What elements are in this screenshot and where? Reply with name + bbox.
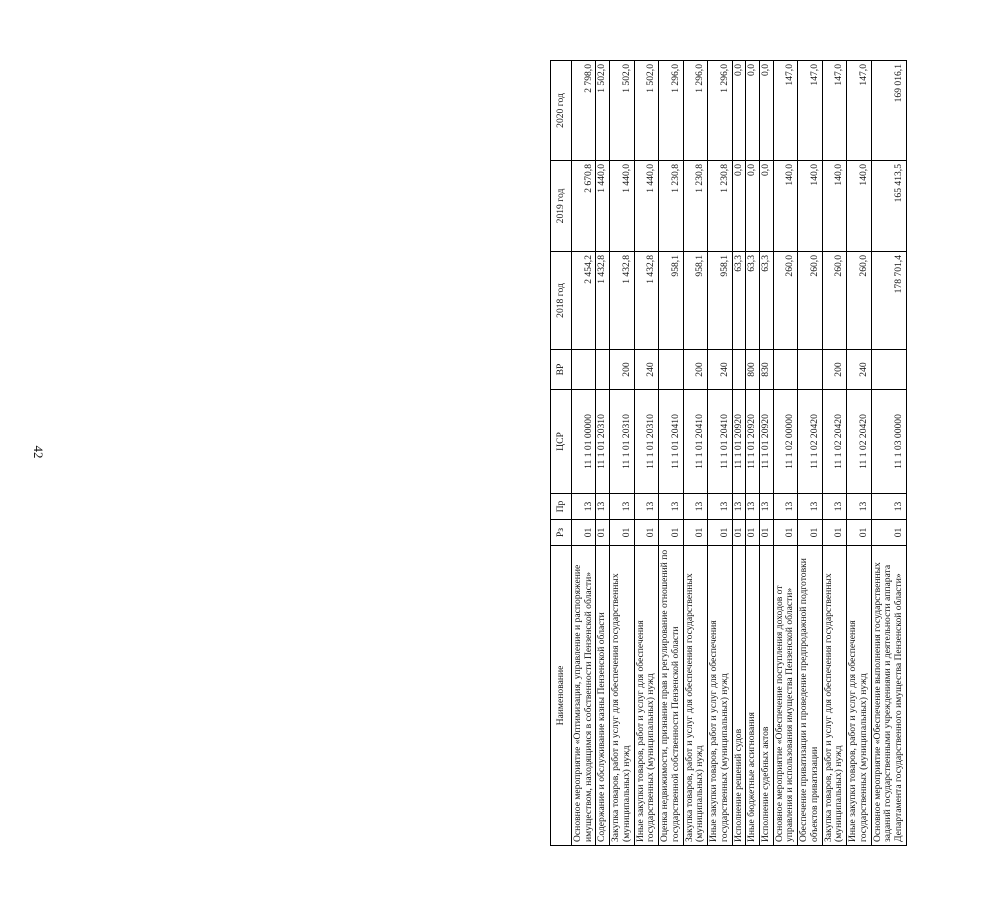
- cell-name: Основное мероприятие «Обеспечение выполнения государственных заданий государственными учреждениями и деятельности аппарата Департамента государственного имущества Пензенской области»: [871, 546, 906, 846]
- cell-rz: 01: [847, 520, 871, 546]
- cell-2019: 1 440,0: [610, 161, 634, 252]
- cell-vr: [596, 350, 610, 390]
- cell-name: Закупка товаров, работ и услуг для обеспечения государственных (муниципальных) нужд: [822, 546, 846, 846]
- cell-2020: 1 296,0: [683, 61, 707, 161]
- cell-name: Основное мероприятие «Обеспечение поступления доходов от управления и использования имущества Пензенской области»: [773, 546, 797, 846]
- cell-rz: 01: [798, 520, 822, 546]
- cell-rz: 01: [871, 520, 906, 546]
- header-2020: 2020 год: [551, 61, 572, 161]
- cell-2020: 2 798,0: [572, 61, 596, 161]
- cell-vr: [773, 350, 797, 390]
- cell-2018: 63,3: [732, 252, 746, 350]
- cell-2020: 1 502,0: [634, 61, 658, 161]
- cell-2018: 178 701,4: [871, 252, 906, 350]
- cell-2020: 0,0: [746, 61, 760, 161]
- table-row: [634, 61, 658, 846]
- header-vr: ВР: [551, 350, 572, 390]
- cell-csr: 11 1 01 20410: [659, 390, 683, 494]
- cell-name: Обеспечение приватизации и проведение предпродажной подготовки объектов приватизации: [798, 546, 822, 846]
- header-csr: ЦСР: [551, 390, 572, 494]
- cell-csr: 11 1 03 00000: [871, 390, 906, 494]
- cell-pr: 13: [822, 494, 846, 520]
- cell-name: Исполнение решений судов: [732, 546, 746, 846]
- cell-pr: 13: [847, 494, 871, 520]
- cell-rz: 01: [732, 520, 746, 546]
- cell-rz: 01: [760, 520, 774, 546]
- cell-name: Основное мероприятие «Оптимизация, управление и распоряжение имуществом, находящимся в собственности Пензенской области»: [572, 546, 596, 846]
- cell-csr: 11 1 01 20410: [708, 390, 732, 494]
- cell-2019: 140,0: [773, 161, 797, 252]
- cell-2019: 140,0: [847, 161, 871, 252]
- table-row: [847, 61, 871, 846]
- cell-2018: 63,3: [746, 252, 760, 350]
- cell-rz: 01: [683, 520, 707, 546]
- cell-2019: 1 230,8: [708, 161, 732, 252]
- table-row: [798, 61, 822, 846]
- cell-vr: [871, 350, 906, 390]
- table-row: [732, 61, 746, 846]
- header-pr: Пр: [551, 494, 572, 520]
- table-row: [746, 61, 760, 846]
- cell-vr: [798, 350, 822, 390]
- cell-pr: 13: [732, 494, 746, 520]
- cell-name: Исполнение судебных актов: [760, 546, 774, 846]
- cell-name: Иные закупки товаров, работ и услуг для обеспечения государственных (муниципальных) нужд: [847, 546, 871, 846]
- cell-pr: 13: [798, 494, 822, 520]
- cell-csr: 11 1 01 20310: [596, 390, 610, 494]
- cell-pr: 13: [659, 494, 683, 520]
- cell-vr: 800: [746, 350, 760, 390]
- cell-vr: [572, 350, 596, 390]
- table-row: [610, 61, 634, 846]
- cell-pr: 13: [746, 494, 760, 520]
- cell-2018: 63,3: [760, 252, 774, 350]
- cell-2020: 147,0: [798, 61, 822, 161]
- cell-2018: 958,1: [683, 252, 707, 350]
- cell-pr: 13: [708, 494, 732, 520]
- cell-name: Содержание и обслуживание казны Пензенской области: [596, 546, 610, 846]
- cell-rz: 01: [610, 520, 634, 546]
- cell-pr: 13: [596, 494, 610, 520]
- cell-2019: 1 230,8: [659, 161, 683, 252]
- table-row: [659, 61, 683, 846]
- cell-csr: 11 1 01 20920: [732, 390, 746, 494]
- cell-csr: 11 1 01 20920: [760, 390, 774, 494]
- cell-csr: 11 1 02 20420: [847, 390, 871, 494]
- cell-vr: 200: [610, 350, 634, 390]
- cell-2020: 1 296,0: [708, 61, 732, 161]
- cell-2020: 147,0: [847, 61, 871, 161]
- budget-table: [550, 60, 907, 846]
- cell-vr: 830: [760, 350, 774, 390]
- cell-csr: 11 1 01 20410: [683, 390, 707, 494]
- cell-2018: 1 432,8: [596, 252, 610, 350]
- cell-2018: 1 432,8: [610, 252, 634, 350]
- cell-vr: [732, 350, 746, 390]
- cell-2019: 1 440,0: [634, 161, 658, 252]
- table-row: [596, 61, 610, 846]
- cell-pr: 13: [871, 494, 906, 520]
- cell-pr: 13: [773, 494, 797, 520]
- cell-2020: 169 016,1: [871, 61, 906, 161]
- cell-2018: 958,1: [708, 252, 732, 350]
- cell-name: Иные закупки товаров, работ и услуг для обеспечения государственных (муниципальных) нужд: [708, 546, 732, 846]
- cell-name: Иные закупки товаров, работ и услуг для обеспечения государственных (муниципальных) нужд: [634, 546, 658, 846]
- cell-rz: 01: [634, 520, 658, 546]
- cell-2018: 260,0: [773, 252, 797, 350]
- table-row: [773, 61, 797, 846]
- cell-2018: 2 454,2: [572, 252, 596, 350]
- table-row: [822, 61, 846, 846]
- cell-vr: [659, 350, 683, 390]
- table-row: [683, 61, 707, 846]
- page-number: 42: [31, 445, 46, 459]
- cell-2020: 0,0: [732, 61, 746, 161]
- cell-csr: 11 1 01 20310: [610, 390, 634, 494]
- cell-2018: 260,0: [847, 252, 871, 350]
- cell-rz: 01: [773, 520, 797, 546]
- cell-name: Закупка товаров, работ и услуг для обеспечения государственных (муниципальных) нужд: [683, 546, 707, 846]
- cell-vr: 240: [708, 350, 732, 390]
- table-header-row: [551, 61, 572, 846]
- cell-vr: 240: [847, 350, 871, 390]
- cell-csr: 11 1 01 20310: [634, 390, 658, 494]
- table-row: [708, 61, 732, 846]
- cell-csr: 11 1 01 00000: [572, 390, 596, 494]
- cell-2019: 1 230,8: [683, 161, 707, 252]
- cell-2019: 140,0: [822, 161, 846, 252]
- cell-2020: 0,0: [760, 61, 774, 161]
- cell-2019: 1 440,0: [596, 161, 610, 252]
- cell-2018: 1 432,8: [634, 252, 658, 350]
- cell-pr: 13: [572, 494, 596, 520]
- cell-2019: 2 670,8: [572, 161, 596, 252]
- table-body: [572, 61, 907, 846]
- cell-2018: 260,0: [822, 252, 846, 350]
- cell-2019: 0,0: [746, 161, 760, 252]
- cell-rz: 01: [572, 520, 596, 546]
- cell-name: Закупка товаров, работ и услуг для обеспечения государственных (муниципальных) нужд: [610, 546, 634, 846]
- header-name: Наименование: [551, 546, 572, 846]
- cell-2018: 260,0: [798, 252, 822, 350]
- cell-csr: 11 1 02 20420: [798, 390, 822, 494]
- cell-2019: 165 413,5: [871, 161, 906, 252]
- cell-pr: 13: [634, 494, 658, 520]
- cell-vr: 200: [822, 350, 846, 390]
- cell-name: Оценка недвижимости, признание прав и регулирование отношений по государственной собственности Пензенской области: [659, 546, 683, 846]
- cell-2020: 1 296,0: [659, 61, 683, 161]
- cell-csr: 11 1 02 00000: [773, 390, 797, 494]
- cell-rz: 01: [746, 520, 760, 546]
- table-row: [572, 61, 596, 846]
- cell-pr: 13: [760, 494, 774, 520]
- cell-2020: 1 502,0: [596, 61, 610, 161]
- cell-2020: 1 502,0: [610, 61, 634, 161]
- cell-rz: 01: [596, 520, 610, 546]
- cell-csr: 11 1 01 20920: [746, 390, 760, 494]
- cell-2020: 147,0: [773, 61, 797, 161]
- cell-rz: 01: [708, 520, 732, 546]
- header-2019: 2019 год: [551, 161, 572, 252]
- table-row: [871, 61, 906, 846]
- cell-vr: 240: [634, 350, 658, 390]
- cell-2019: 140,0: [798, 161, 822, 252]
- cell-rz: 01: [659, 520, 683, 546]
- header-rz: Рз: [551, 520, 572, 546]
- table-row: [760, 61, 774, 846]
- cell-name: Иные бюджетные ассигнования: [746, 546, 760, 846]
- cell-2019: 0,0: [760, 161, 774, 252]
- cell-2019: 0,0: [732, 161, 746, 252]
- cell-2020: 147,0: [822, 61, 846, 161]
- cell-pr: 13: [610, 494, 634, 520]
- cell-2018: 958,1: [659, 252, 683, 350]
- cell-pr: 13: [683, 494, 707, 520]
- cell-vr: 200: [683, 350, 707, 390]
- cell-rz: 01: [822, 520, 846, 546]
- cell-csr: 11 1 02 20420: [822, 390, 846, 494]
- header-2018: 2018 год: [551, 252, 572, 350]
- budget-table-container: [550, 61, 1005, 846]
